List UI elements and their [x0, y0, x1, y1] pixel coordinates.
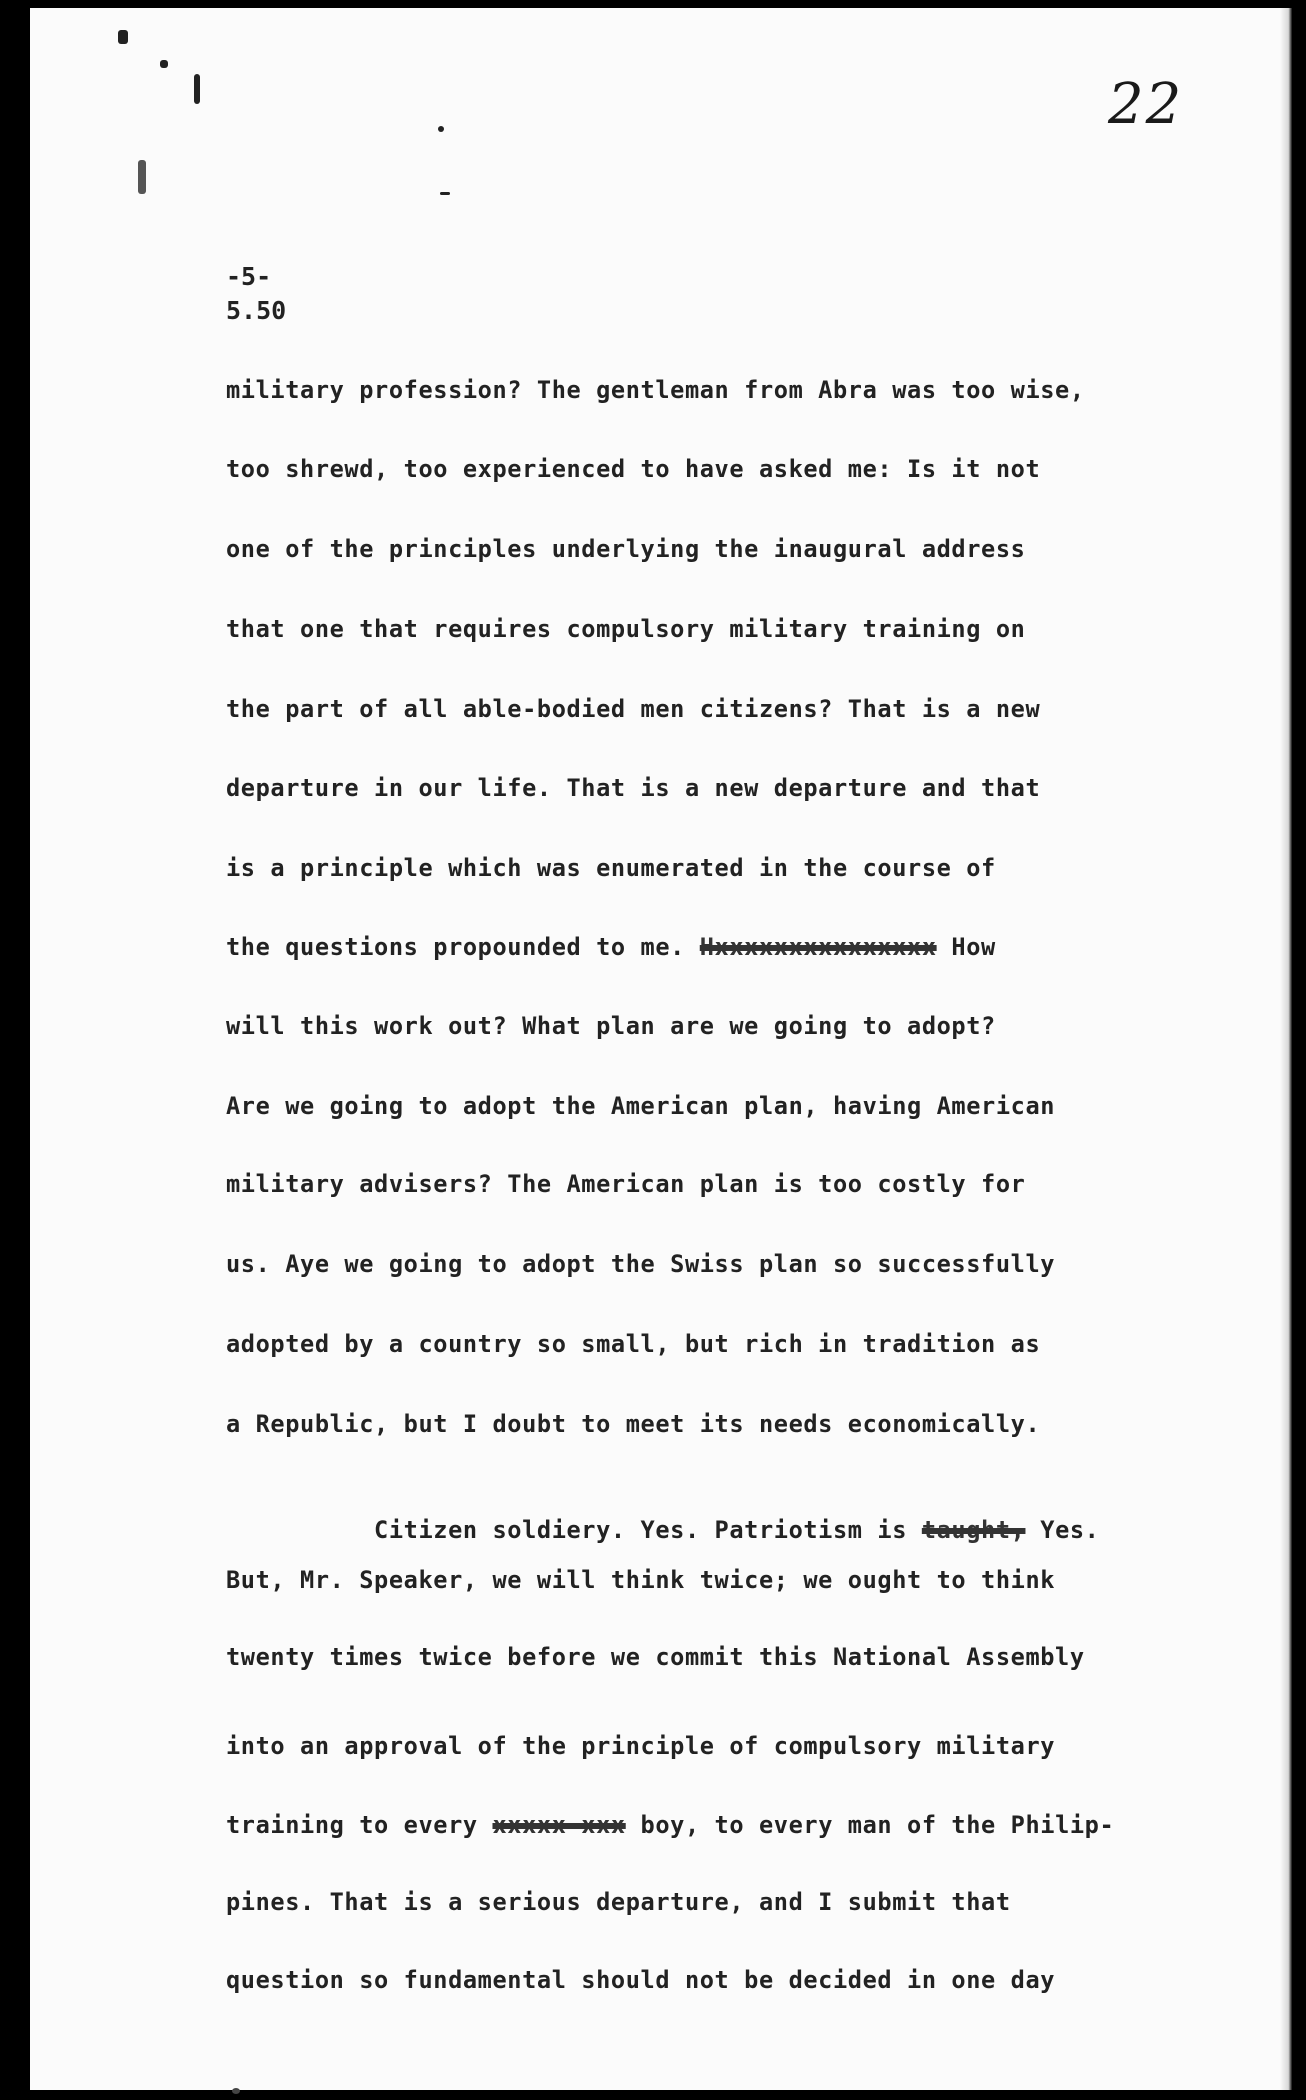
text-line: into an approval of the principle of compulsory military — [226, 1732, 1056, 1760]
text-segment: Citizen soldiery. Yes. Patriotism is — [255, 1516, 922, 1544]
text-line: But, Mr. Speaker, we will think twice; we ought to think — [226, 1566, 1056, 1594]
struck-text: taught, — [921, 1516, 1026, 1544]
handwritten-page-number: 22 — [1108, 72, 1184, 137]
page-header — [226, 260, 286, 328]
punch-mark — [160, 60, 168, 68]
text-line: military advisers? The American plan is too costly for — [226, 1170, 1026, 1198]
text-line: is a principle which was enumerated in the course of — [226, 854, 996, 882]
struck-text: Hxxxxxxxxxxxxxxx — [699, 933, 937, 961]
punch-mark — [440, 192, 450, 195]
text-line: that one that requires compulsory military training on — [226, 615, 1026, 643]
text-line: adopted by a country so small, but rich in tradition as — [226, 1330, 1041, 1358]
text-line: too shrewd, too experienced to have asked me: Is it not — [226, 455, 1041, 483]
time-stamp: 5.50 — [226, 296, 287, 325]
text-line: departure in our life. That is a new departure and that — [226, 774, 1041, 802]
ink-speck — [232, 2088, 240, 2094]
text-line — [226, 933, 996, 961]
struck-text: xxxxx xxx — [492, 1811, 626, 1839]
text-segment: boy, to every man of the Philip- — [625, 1811, 1115, 1839]
text-line: twenty times twice before we commit this National Assembly — [226, 1643, 1085, 1671]
punch-mark — [194, 74, 200, 104]
punch-mark — [138, 160, 146, 194]
text-segment: How — [936, 933, 996, 961]
punch-mark — [118, 30, 128, 44]
text-line: will this work out? What plan are we going to adopt? — [226, 1012, 996, 1040]
text-line: the part of all able-bodied men citizens? That is a new — [226, 695, 1041, 723]
text-line — [226, 1811, 1114, 1839]
text-line: question so fundamental should not be decided in one day — [226, 1966, 1056, 1994]
punch-mark — [438, 126, 444, 132]
text-line — [226, 1488, 1100, 1544]
text-segment: the questions propounded to me. — [226, 933, 700, 961]
text-line: one of the principles underlying the inaugural address — [226, 535, 1026, 563]
text-line: us. Aye we going to adopt the Swiss plan so successfully — [226, 1250, 1056, 1278]
text-segment: Yes. — [1025, 1516, 1100, 1544]
page-edge-shadow — [1280, 8, 1292, 2090]
document-page — [30, 8, 1292, 2090]
text-segment: training to every — [226, 1811, 493, 1839]
text-line: a Republic, but I doubt to meet its needs economically. — [226, 1410, 1041, 1438]
text-line: pines. That is a serious departure, and I submit that — [226, 1888, 1011, 1916]
page-label: -5- — [226, 262, 272, 291]
text-line: military profession? The gentleman from Abra was too wise, — [226, 376, 1085, 404]
text-line: Are we going to adopt the American plan, having American — [226, 1092, 1056, 1120]
